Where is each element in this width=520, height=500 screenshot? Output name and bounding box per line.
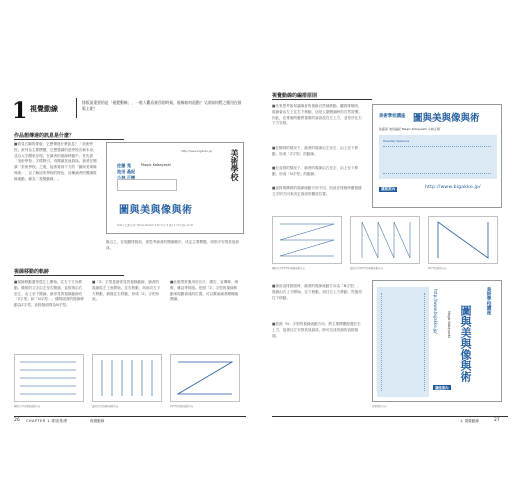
poster2-header: 美術學校講座: [379, 114, 406, 119]
poster1-text-block: [117, 179, 177, 191]
right-footer-rule: [272, 416, 508, 417]
caption-z: Z字型的視線流動方向: [170, 405, 194, 408]
section1-body-right: 換言之，在規劃排版前，需思考讀者的閱讀順序，決定主要標題，再依序安排其他資訊。: [106, 240, 239, 250]
poster1-roman-name: Magic Kobayashi: [141, 163, 172, 167]
diagram-n-layout: [428, 216, 498, 264]
poster3-names: Magic Kobayashi: [447, 311, 451, 338]
left-footer-rule: [14, 416, 246, 417]
right-page: [260, 0, 520, 500]
poster2-date: Tuesday Sessions: [383, 139, 410, 143]
poster3-info-panel: [377, 287, 429, 397]
caption-vertical: 直排文字的視線流動方向: [92, 405, 119, 408]
right-body-3: ■在直排的情況下，讀者的視線由右至左、由上至下移動，形成「N字型」的動線。: [272, 166, 359, 176]
section2-col1: ■視線移動通常從左上開始，往右下方向移動。橫排的文字由左至右閱讀，直排則由右至左、由上至下閱讀。最常見的視線動線有「Z字型」和「N字型」。橫排版面的視線移動為Z字型，直排版面則為N字型。: [14, 280, 84, 308]
poster1-instructors: 佐藤 晃 池田 晶紀 小林 正樹: [117, 163, 136, 180]
poster3-schedule-lines: [381, 293, 425, 391]
chapter-title: 視覺動線: [30, 105, 58, 113]
caption-mid-3: N字型的排版方向: [428, 267, 447, 270]
poster1-footer: 2011年度講座日程 "Studio Parasol" 9:40 中目 / 6 講座 4 / 6.5 講座 11:00: [117, 224, 193, 227]
poster2-headline: 圖與美與像與術: [413, 113, 480, 124]
right-section-title: 視覺動線的編排原則: [272, 92, 372, 100]
sample-poster-3: [372, 280, 502, 402]
poster2-schedule-lines: [383, 146, 491, 174]
left-folio: 26: [14, 418, 20, 423]
section2-col3: ■此版型常運用於名片、廣告、宣傳單、海報、雜誌等排版。依照「Z」字型的視線移動來規劃資訊的位置，可以幫助讀者順暢地閱讀。: [170, 280, 239, 302]
caption-mid-1: 橫排文字Z字型的視線流動方向: [272, 267, 305, 270]
diagram-n-vertical: [350, 216, 420, 264]
caption-horizontal: 橫排文字的視線流動方向: [14, 405, 41, 408]
right-folio: 27: [494, 418, 500, 423]
caption-right: 改變排版方向: [372, 405, 387, 408]
poster2-url: http://www.bigakko.jp/: [425, 185, 481, 190]
left-running-head: CHAPTER 1 排版基礎: [26, 418, 68, 423]
chapter-intro: 排版最重要的是「視覺動線」，一般人觀看東西的時候，視線如何流動？又該如何將之應用在排版上呢？: [82, 100, 242, 111]
poster3-badge: 講座案內: [435, 386, 449, 390]
poster2-badge: 講座案內: [381, 187, 396, 191]
poster3-url: http://www.bigakko.jp/: [433, 289, 438, 334]
right-running-head: 1. 視覺動線: [460, 418, 479, 423]
sample-poster-2: [372, 104, 502, 208]
chapter-number: 1: [12, 98, 28, 124]
poster1-headline: 圖與美與像與術: [119, 205, 193, 216]
poster1-url: http://www.bigakko.jp/: [181, 149, 213, 153]
section1-body: ■看見右圖的排版，它想傳達什麼訊息？「美術學校」被列為主要標題，它想強調的是學校名稱本身，並以大字體來呈現。在讀者的視線移動中，首先被「美術學校」字樣吸引，再閱讀其他資訊。讀者在閱讀「美術學校」之後，接著看到下方的「圖與美與像與術」，以了解這所學校的特色，這種讀者的閱讀視線流動，稱為「視覺動線」。: [14, 142, 97, 181]
diagram-z-flow: [170, 354, 240, 402]
poster3-headline: 圖與美與像與術: [459, 305, 472, 382]
poster3-header: 美術學校講座: [486, 287, 491, 315]
left-running-sub: 視覺動線: [90, 418, 105, 423]
right-body-bottom-2: ■依照「N」字型的視線流動方向，將主要標題配置於右上方，接著往左安排其他資訊，即可完成易讀的直排版面。: [272, 322, 361, 338]
poster2-info-panel: [379, 135, 497, 179]
section2-col2: ■「Z」字型是最常見的視線動線，讀者的視線從左上角開始，往右移動，再斜向左下方移動，最後往右移動，形成「Z」字的形狀。: [92, 280, 161, 302]
sample-poster-1: [106, 142, 244, 234]
right-body-2: ■在橫排的情況下，讀者的視線由左至右、由上至下移動，形成「Z字型」的動線。: [272, 146, 359, 156]
diagram-horizontal-flow: [14, 354, 84, 402]
right-body-bottom-1: ■採用直排排版時，讀者的視線流動方向為「N字型」，視線由右上方開始，往下移動，再往左上方移動，然後再往下移動。: [272, 284, 362, 300]
diagram-z-horizontal: [272, 216, 342, 264]
right-body-1: ■先來思考如何讓讀者的視線自然地移動。觀看排版時，視線會由左上往右下移動，這是人類閱讀時的自然習慣。因此，在排版時應將重要的資訊放在左上方，並依序往右下方安排。: [272, 104, 362, 126]
caption-mid-2: 直排文字N字型的視線流動方向: [350, 267, 383, 270]
chapter-divider: [76, 98, 77, 118]
section1-title: 作品想傳達的訊息是什麼？: [14, 132, 124, 140]
poster2-names: 佐藤晃 池田晶紀 Magic Kobayashi 小林正樹: [379, 127, 440, 131]
right-body-4: ■直排與橫排的視線流動方向不同，因此在排版時應根據文字的方向來決定資訊的擺放位置。: [272, 186, 362, 196]
diagram-vertical-flow: [92, 354, 162, 402]
poster1-course-vertical: 美術學校: [230, 149, 239, 181]
section2-title: 視線移動的軌跡: [14, 268, 124, 276]
